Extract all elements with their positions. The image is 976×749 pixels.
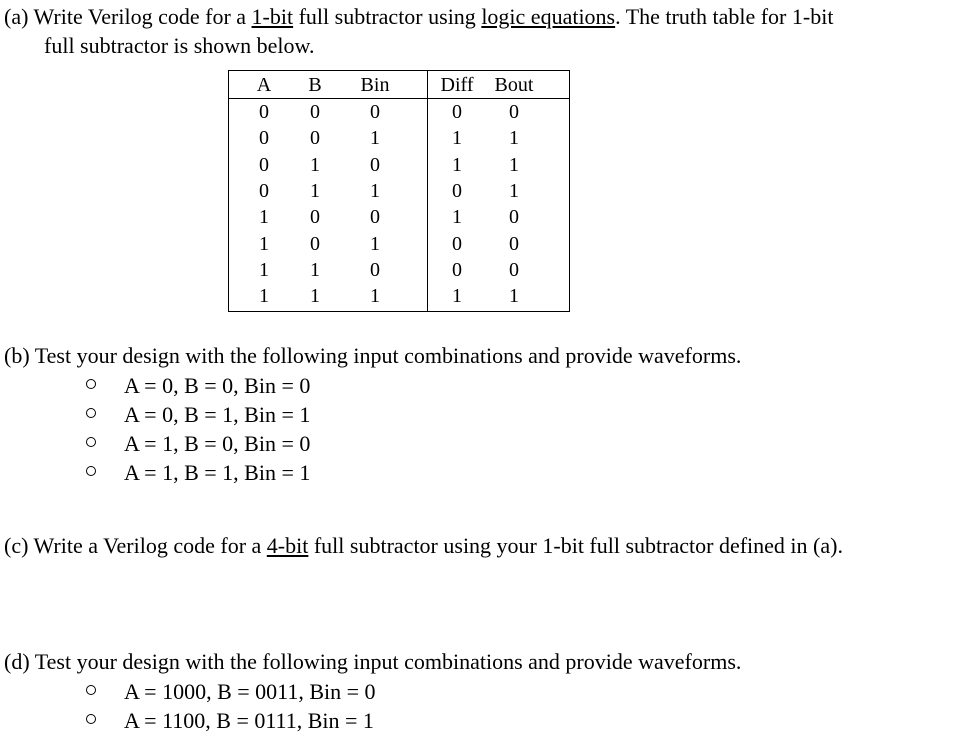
table-header-cell: B xyxy=(308,74,322,96)
part-c-suffix: full subtractor using your 1-bit full subtractor defined in (a). xyxy=(308,533,843,558)
table-cell: 0 xyxy=(259,179,269,202)
table-cell: 1 xyxy=(452,127,462,150)
table-cell: 0 xyxy=(509,101,519,123)
list-item-text: A = 1100, B = 0111, Bin = 1 xyxy=(124,708,374,733)
table-cell: 0 xyxy=(452,179,462,202)
table-cell: 1 xyxy=(509,179,519,202)
table-cell: 0 xyxy=(370,206,380,229)
table-cell: 1 xyxy=(259,258,269,281)
part-a-underline-logic-equations: logic equations xyxy=(481,4,616,29)
table-row xyxy=(229,152,569,178)
table-row xyxy=(229,231,569,257)
table-row xyxy=(229,125,569,151)
table-cell: 1 xyxy=(310,179,320,202)
table-cell: 0 xyxy=(259,127,269,150)
table-cell: 0 xyxy=(370,101,380,123)
table-header-cell: Bin xyxy=(360,74,390,96)
part-a-line1-suffix: . The truth table for 1-bit xyxy=(615,4,834,29)
part-c-underline-4bit: 4-bit xyxy=(266,533,309,558)
circle-bullet-icon xyxy=(86,408,96,418)
table-cell: 0 xyxy=(310,206,320,229)
part-d-intro: (d) Test your design with the following input combinations and provide waveforms. xyxy=(4,649,742,674)
circle-bullet-icon xyxy=(86,714,96,724)
table-cell: 0 xyxy=(310,101,320,123)
table-row xyxy=(229,283,569,309)
part-a-line1-mid: full subtractor using xyxy=(293,4,482,29)
part-c-prefix: (c) Write a Verilog code for a xyxy=(4,533,267,558)
table-cell: 0 xyxy=(509,206,519,229)
table-cell: 0 xyxy=(310,127,320,150)
part-a-line1-prefix: (a) Write Verilog code for a xyxy=(4,4,252,29)
table-cell: 1 xyxy=(310,153,320,176)
table-cell: 0 xyxy=(452,258,462,281)
table-cell: 1 xyxy=(370,127,380,150)
table-row xyxy=(229,257,569,283)
table-cell: 1 xyxy=(370,179,380,202)
part-a-text xyxy=(4,2,833,60)
table-row xyxy=(229,204,569,230)
table-cell: 0 xyxy=(370,153,380,176)
table-cell: 0 xyxy=(452,101,462,123)
circle-bullet-icon xyxy=(86,437,96,447)
circle-bullet-icon xyxy=(86,379,96,389)
table-cell: 1 xyxy=(259,206,269,229)
table-cell: 0 xyxy=(509,232,519,255)
table-cell: 1 xyxy=(452,285,462,308)
list-item-text: A = 1, B = 0, Bin = 0 xyxy=(124,431,311,456)
table-header-row xyxy=(229,72,569,98)
part-b-intro: (b) Test your design with the following input combinations and provide waveforms. xyxy=(4,343,742,368)
table-cell: 1 xyxy=(452,153,462,176)
circle-bullet-icon xyxy=(86,685,96,695)
table-header-cell: A xyxy=(256,74,272,96)
list-item-text: A = 0, B = 1, Bin = 1 xyxy=(124,402,311,427)
table-cell: 0 xyxy=(509,258,519,281)
circle-bullet-icon xyxy=(86,466,96,476)
table-cell: 1 xyxy=(310,258,320,281)
table-cell: 0 xyxy=(259,153,269,176)
table-cell: 1 xyxy=(259,232,269,255)
table-header-cell: Diff xyxy=(440,74,474,96)
table-cell: 1 xyxy=(370,232,380,255)
list-item-text: A = 0, B = 0, Bin = 0 xyxy=(124,373,311,398)
table-cell: 1 xyxy=(370,285,380,308)
table-cell: 1 xyxy=(310,285,320,308)
table-cell: 0 xyxy=(370,258,380,281)
part-c-text xyxy=(4,531,843,560)
table-cell: 1 xyxy=(259,285,269,308)
table-cell: 1 xyxy=(452,206,462,229)
table-cell: 0 xyxy=(452,232,462,255)
table-cell: 1 xyxy=(509,285,519,308)
table-cell: 1 xyxy=(509,153,519,176)
table-row xyxy=(229,99,569,125)
table-cell: 0 xyxy=(310,232,320,255)
list-item-text: A = 1, B = 1, Bin = 1 xyxy=(124,460,311,485)
list-item-text: A = 1000, B = 0011, Bin = 0 xyxy=(124,679,376,704)
table-cell: 0 xyxy=(259,101,269,123)
part-a-underline-1bit: 1-bit xyxy=(251,4,294,29)
part-a-line2: full subtractor is shown below. xyxy=(44,33,315,58)
table-header-cell: Bout xyxy=(494,74,534,96)
table-cell: 1 xyxy=(509,127,519,150)
truth-table xyxy=(228,70,570,312)
table-row xyxy=(229,178,569,204)
